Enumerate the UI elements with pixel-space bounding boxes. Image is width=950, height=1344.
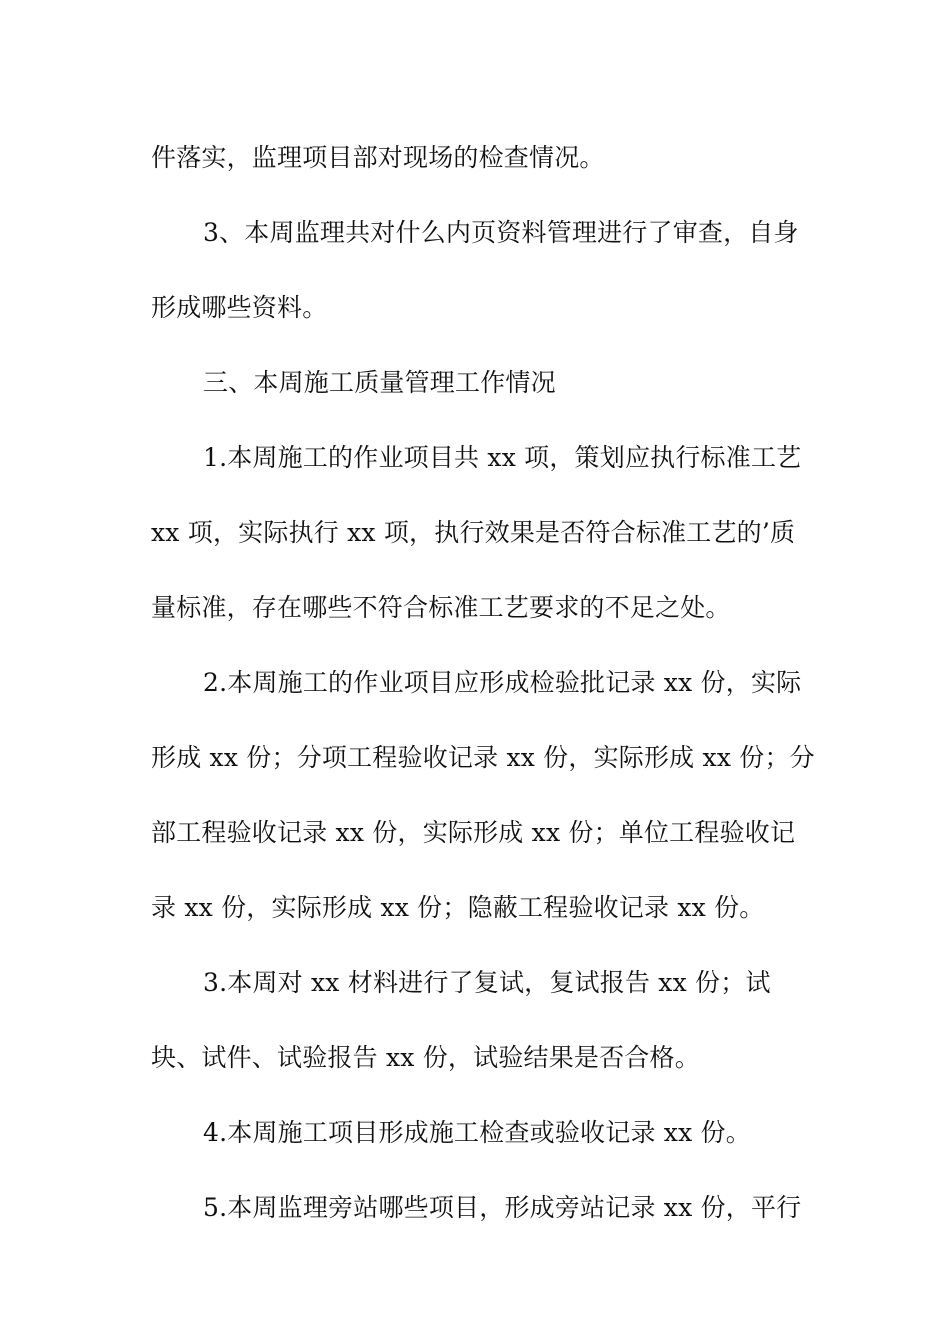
text-line: 块、试件、试验报告 xx 份，试验结果是否合格。: [151, 1043, 700, 1072]
text-line: 2.本周施工的作业项目应形成检验批记录 xx 份，实际: [203, 668, 802, 697]
document-body: [151, 120, 815, 1245]
text-line: 1.本周施工的作业项目共 xx 项，策划应执行标准工艺: [203, 443, 802, 472]
text-line: 部工程验收记录 xx 份，实际形成 xx 份；单位工程验收记: [151, 818, 796, 847]
text-line: 量标准，存在哪些不符合标准工艺要求的不足之处。: [151, 593, 731, 622]
text-line: 件落实，监理项目部对现场的检查情况。: [151, 143, 605, 172]
text-line: xx 项，实际执行 xx 项，执行效果是否符合标准工艺的’质: [151, 518, 796, 547]
text-line: 5.本周监理旁站哪些项目，形成旁站记录 xx 份，平行: [203, 1193, 802, 1222]
text-line: 形成哪些资料。: [151, 293, 328, 322]
text-line: 4.本周施工项目形成施工检查或验收记录 xx 份。: [203, 1118, 751, 1147]
text-line: 3、本周监理共对什么内页资料管理进行了审查，自身: [203, 218, 799, 247]
text-line: 录 xx 份，实际形成 xx 份；隐蔽工程验收记录 xx 份。: [151, 893, 765, 922]
text-line: 3.本周对 xx 材料进行了复试，复试报告 xx 份；试: [203, 968, 771, 997]
section-heading: 三、本周施工质量管理工作情况: [203, 368, 556, 397]
text-line: 形成 xx 份；分项工程验收记录 xx 份，实际形成 xx 份；分: [151, 743, 815, 772]
